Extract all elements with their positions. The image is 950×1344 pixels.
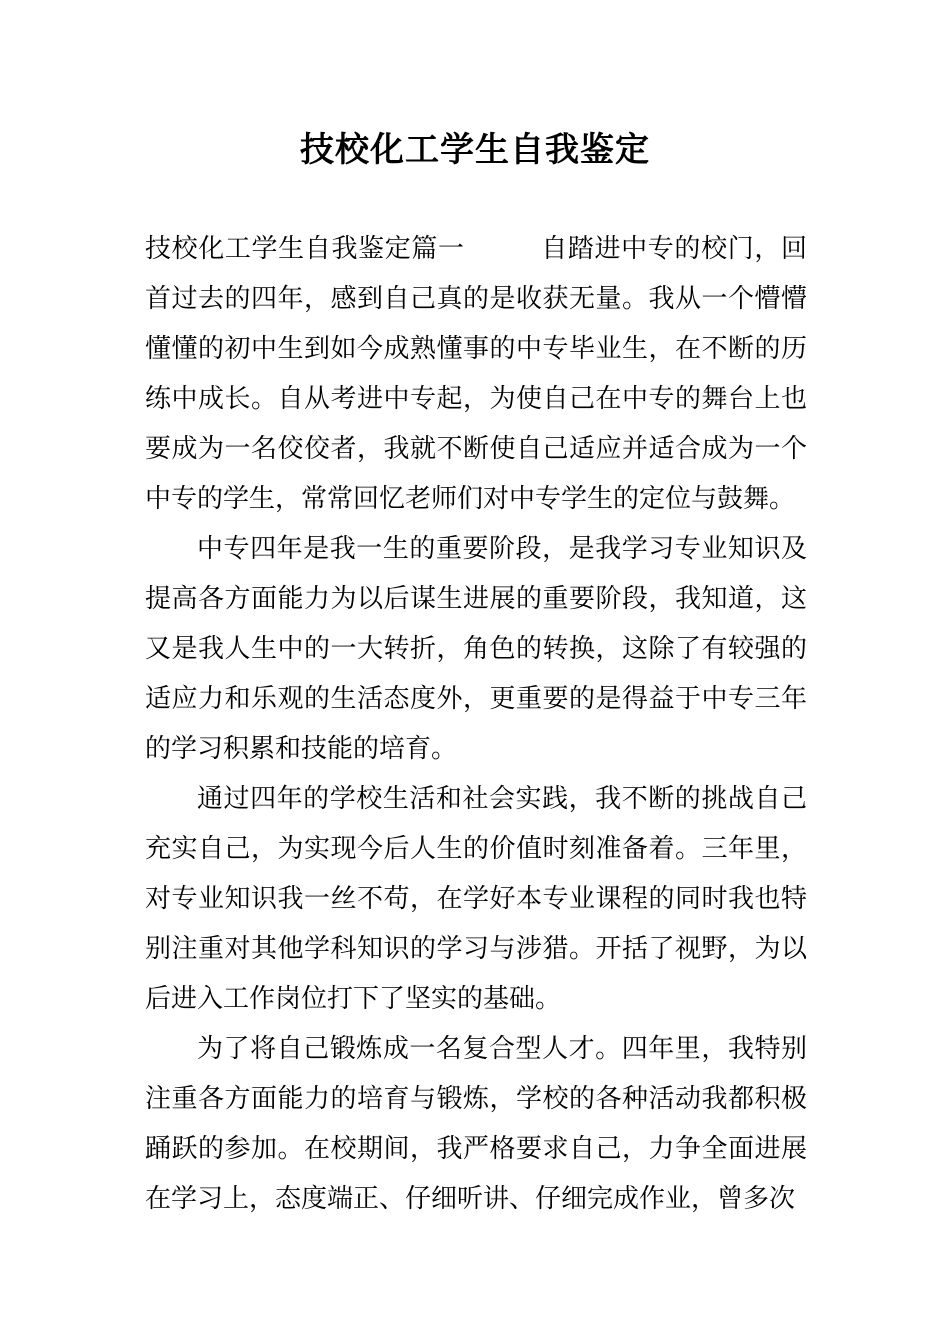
- document-body: [145, 224, 807, 1224]
- paragraph-3: 通过四年的学校生活和社会实践，我不断的挑战自己充实自己，为实现今后人生的价值时刻准备着。三年里，对专业知识我一丝不苟，在学好本专业课程的同时我也特别注重对其他学科知识的学习与涉猎。开括了视野，为以后进入工作岗位打下了坚实的基础。: [145, 784, 807, 1014]
- paragraph-1-text: 自踏进中专的校门，回首过去的四年，感到自己真的是收获无量。我从一个懵懵懂懂的初中生到如今成熟懂事的中专毕业生，在不断的历练中成长。自从考进中专起，为使自己在中专的舞台上也要成为一名佼佼者，我就不断使自己适应并适合成为一个中专的学生，常常回忆老师们对中专学生的定位与鼓舞。: [145, 234, 807, 514]
- paragraph-4: 为了将自己锻炼成一名复合型人才。四年里，我特别注重各方面能力的培育与锻炼，学校的各种活动我都积极踊跃的参加。在校期间，我严格要求自己，力争全面进展在学习上，态度端正、仔细听讲、仔细完成作业，曾多次: [145, 1034, 807, 1214]
- paragraph-1: [145, 224, 807, 524]
- document-title: 技校化工学生自我鉴定: [300, 130, 650, 170]
- paragraph-2: 中专四年是我一生的重要阶段，是我学习专业知识及提高各方面能力为以后谋生进展的重要阶段，我知道，这又是我人生中的一大转折，角色的转换，这除了有较强的适应力和乐观的生活态度外，更重要的是得益于中专三年的学习积累和技能的培育。: [145, 534, 807, 764]
- section-heading: 技校化工学生自我鉴定篇一: [145, 234, 465, 264]
